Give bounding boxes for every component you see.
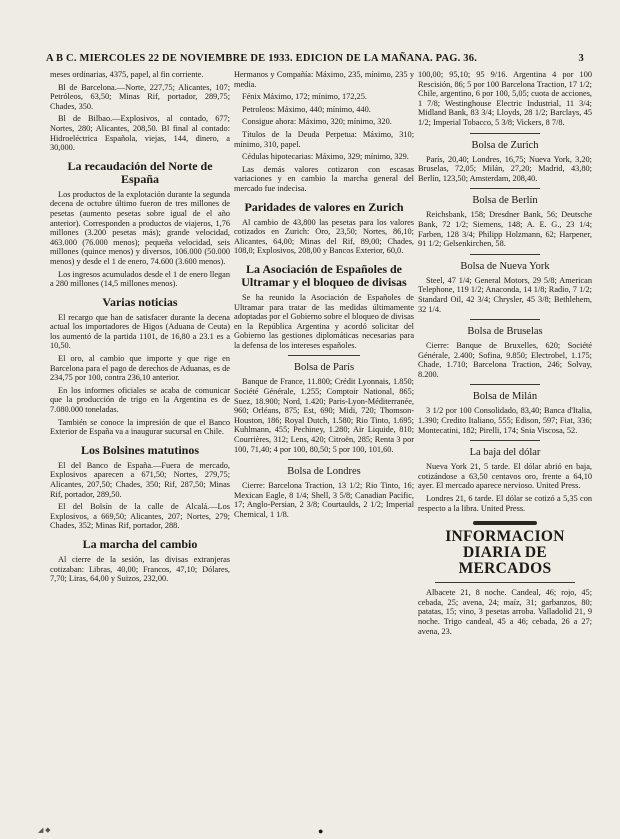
col1-intro: meses ordinarias, 4375, papel, al fin corriente. (50, 70, 204, 79)
section-divider (470, 254, 540, 255)
headline-bolsa-paris: Bolsa de París (293, 362, 355, 374)
headline-bolsa-milan: Bolsa de Milán (472, 391, 538, 403)
col1-barcelona: Bl de Barcelona.—Norte, 227,75; Alicantes, 107; Petróleos, 63,50; Minas Rif, portador, 289,75; Chades, 350. (50, 82, 230, 111)
headline-bolsa-londres: Bolsa de Londres (287, 466, 361, 478)
section-divider (470, 188, 540, 189)
col1-article-recargo: El recargo que han de satisfacer durante la decena actual los importadores de Higos (Aduana de Ceuta) los aumentó de la partida 1101, de 16,80 a 23.1 es a 10,50. (50, 312, 230, 351)
column-2 (234, 70, 414, 830)
section-divider (288, 355, 360, 356)
col2-quote-deuda: Títulos de la Deuda Perpetua: Máximo, 310; mínimo, 310, papel. (234, 129, 414, 149)
col2-article-paridades: Al cambio de 43,800 las pesetas para los valores cotizados en Zurich: Oro, 23,50; Nortes, 86,10; Alicantes, 64,00; Minas del Rif, 89,00; Chades, 108,0; Explosivos, 208,00 y Bancos Exterior, 60,0. (234, 217, 414, 256)
headline-asociacion-ultramar: La Asociación de Españoles de Ultramar y el bloqueo de divisas (241, 261, 407, 289)
col3-article-nueva-york: Steel, 47 1/4; General Motors, 29 5/8; American Telephone, 119 1/2; Anaconda, 14 1/8; Radio, 7 1/2; Standard Oil, 42 3/4; Chrysler, 45 3/8; Bethlehem, 32 1/4. (418, 275, 592, 314)
corner-mark: ◢ ◆ (38, 826, 51, 834)
col1-bilbao: Bl de Bilbao.—Explosivos, al contado, 677; Nortes, 280; Alicantes, 208,50. Bl final al contado: Hidroeléctrica Española, viejas, 144, dinero, a 30,000. (50, 114, 230, 153)
section-divider (470, 384, 540, 385)
section-divider (435, 582, 574, 583)
footer-dot: ● (318, 826, 324, 836)
column-1 (50, 70, 230, 830)
col1-article-recaudacion: Los productos de la explotación durante la segunda decena de octubre último fueron de tres millones de pesetas (aumento pesetas sobre igual de el año anterior). Corresponden a productos de viajeros, 1,76 millones (3.200 pesetas más); grande velocidad, 463.000 (76.000 menos); pequeña velocidad, seis millones (quince menos) y diversos, 106.000 (50.000 menos) y desde el 1 de enero, 74.600 (3.600 menos). (50, 189, 230, 266)
headline-informacion-mercados: INFORMACION DIARIA DE MERCADOS (445, 528, 565, 578)
col2-quote-summary: Las demás valores cotizaron con escasas variaciones y en cambio la marcha general del mercado fue indecisa. (234, 164, 414, 193)
section-divider (470, 319, 540, 320)
col3-article-mercados: Albacete 21, 8 noche. Candeal, 46; rojo, 45; cebada, 25; avena, 24; maíz, 31; garbanzos, 80; patatas, 15; vino, 3 pesetas arroba. Valladolid 21, 9 noche. Trigo candeal, 45 a 46; cebada, 26 a 27; avena, 23. (418, 588, 592, 636)
col1-article-alcala: El del Bolsín de la calle de Alcalá.—Los Explosivos, a 669,50; Alicantes, 207; Nortes, 279; Chades, 352; Minas Rif, portador, 288. (50, 502, 230, 531)
running-head-title: A B C. MIERCOLES 22 DE NOVIEMBRE DE 1933. EDICION DE LA MAÑANA. PAG. 36. (46, 53, 478, 64)
headline-marcha-cambio: La marcha del cambio (82, 536, 198, 551)
col1-article-banco-espana: El del Banco de España.—Fuera de mercado, Explosivos aparecen a 671,50; Nortes, 279,75; Alicantes, 207,50; Chades, 350; Rif, 287,50; Minas Rif, portador, 289,50. (50, 460, 230, 499)
section-divider (288, 459, 360, 460)
col1-article-oro: El oro, al cambio que importe y que rige en Barcelona para el pago de derechos de Aduanas, es de 234,75 por 100, contra 236,10 anterior. (50, 354, 230, 383)
headline-bolsa-nueva-york: Bolsa de Nueva York (460, 260, 550, 272)
col2-quote-fenix: Fénix Máximo, 172; mínimo, 172,25. (242, 92, 367, 102)
col2-quote-consigue: Consigue ahora: Máximo, 320; mínimo, 320. (242, 117, 392, 127)
col2-article-paris: Banque de France, 11.800; Crédit Lyonnais, 1.850; Société Générale, 1.255; Comptoir National, 865; Suez, 18.900; Nord, 1.420; Paris-Lyon-Méditerranée, 960; Orléans, 875; Est, 690; Midi, 720; Thomson-Houston, 186; Royal Dutch, 1.580; Rio Tinto, 1.695; Kuhlmann, 455; Pechiney, 1.280; Air Liquide, 810; Courrières, 312; Lens, 420; Citroën, 285; Renta 3 por 100, 71,40; 4 por 100, 80,50; 5 por 100, 101,60. (234, 377, 414, 454)
headline-paridades-zurich: Paridades de valores en Zurich (244, 199, 404, 214)
section-divider (470, 133, 540, 134)
col3-article-bruselas: Cierre: Banque de Bruxelles, 620; Société Générale, 2.400; Sofina, 9.850; Electrobel, 1.175; Chade, 1.710; Barcelona Traction, 246; Solvay, 8.200. (418, 341, 592, 379)
headline-bolsa-zurich: Bolsa de Zurich (471, 139, 539, 151)
col3-article-dolar-ny: Nueva York 21, 5 tarde. El dólar abrió en baja, cotizándose a 63,50 centavos oro, frente a 64,10 ayer. El mercado aparece nervioso. United Press. (418, 462, 592, 491)
headline-bolsa-berlin: Bolsa de Berlín (472, 195, 538, 207)
headline-baja-dolar: La baja del dólar (469, 447, 541, 459)
col1-article-banco-exterior: También se conoce la impresión de que el Banco Exterior de España va a inaugurar sucursal en Chile. (50, 417, 230, 437)
col2-article-londres: Cierre: Barcelona Traction, 13 1/2; Rio Tinto, 16; Mexican Eagle, 8 1/4; Shell, 3 5/8; Canadian Pacific, 17; Anglo-Persian, 2 3/8; Courtaulds, 2 1/2; Imperial Chemical, 1 1/8. (234, 481, 414, 519)
col2-quote-1: Hermanos y Compañía: Máximo, 235, mínimo, 235 y media. (234, 70, 414, 89)
col3-article-dolar-londres: Londres 21, 6 tarde. El dólar se cotizó a 5,35 con respecto a la libra. United Press. (418, 494, 592, 513)
headline-varias-noticias: Varias noticias (102, 294, 178, 309)
col2-quote-cedulas: Cédulas hipotecarias: Máximo, 329; mínimo, 329. (242, 152, 409, 162)
headline-bolsa-bruselas: Bolsa de Bruselas (467, 326, 543, 338)
headline-recaudacion-norte: La recaudación del Norte de España (67, 158, 213, 186)
col1-article-ingresos: Los ingresos acumulados desde el 1 de enero llegan a 280 millones (14,5 millones menos). (50, 269, 230, 289)
col2-quote-petroleos: Petroleos: Máximo, 440; mínimo, 440. (242, 104, 371, 114)
col3-article-zurich: París, 20,40; Londres, 16,75; Nueva York, 3,20; Bruselas, 72,05; Milán, 27,20; Madrid, 43,80; Berlín, 123,50; Amsterdam, 208,40. (418, 154, 592, 183)
ornament-divider (473, 521, 537, 525)
column-3 (418, 70, 592, 830)
col3-article-berlin: Reichsbank, 158; Dresdner Bank, 56; Deutsche Bank, 72 1/2; Siemens, 148; A. E. G., 23 1/4; Farben, 128 3/4; Philipp Holzmann, 62; Harpener, 91 1/2; Gelsenkirchen, 58. (418, 210, 592, 249)
col2-article-asociacion: Se ha reunido la Asociación de Españoles de Ultramar para tratar de las medidas últimamente adoptadas por el Gobierno sobre el bloqueo de divisas en la República Argentina y acordó solicitar del Gobierno las gestiones diplomáticas necesarias para la defensa de los intereses españoles. (234, 292, 414, 350)
col1-article-trigo: En los informes oficiales se acaba de comunicar que la producción de trigo en la Argentina es de 7.080.000 toneladas. (50, 385, 230, 415)
col3-article-milan: 3 1/2 por 100 Consolidado, 83,40; Banca d'Italia, 1.390; Credito Italiano, 555; Edison, 597; Fiat, 336; Montecatini, 182; Pirelli, 174; Snia Viscosa, 52. (418, 406, 592, 435)
running-head (46, 53, 584, 64)
section-divider (470, 440, 540, 441)
page-mark: 3 (578, 53, 584, 64)
col1-article-cambio: Al cierre de la sesión, las divisas extranjeras cotizaban: Libras, 40,00; Francos, 47,10; Dólares, 7,70; Liras, 64,00 y Suizos, 232,00. (50, 554, 230, 584)
headline-bolsines-matutinos: Los Bolsines matutinos (80, 442, 200, 457)
col3-london-continued: 100,00; 95,10; 95 9/16. Argentina 4 por 100 Rescisión, 86; 5 por 100 Barcelona Traction, 17 1/2; Chile, argentino, 6 por 100, 5,05; cuota de acciones, 1 7/8; Westinghouse Electric Industrial, 11 3/4; Midland Bank, 83 3/4; Lloyds, 28 1/2; Barclays, 45 1/2; Imperial Tobacco, 5 3/8; Vickers, 8 7/8. (418, 70, 592, 127)
